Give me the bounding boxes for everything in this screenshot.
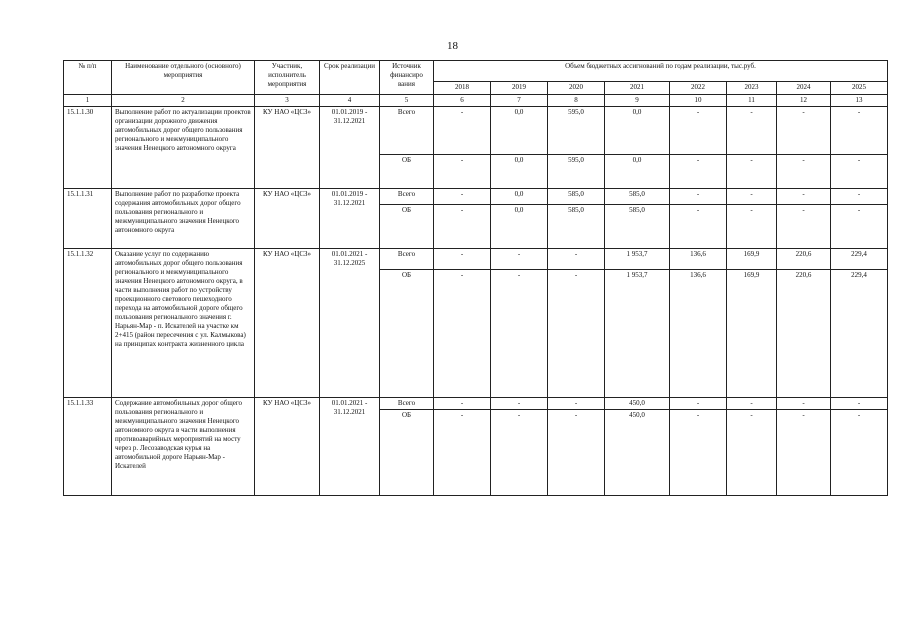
activity-participant: КУ НАО «ЦСЗ» [255,189,320,249]
budget-value: 0,0 [605,155,670,189]
budget-value: 595,0 [548,107,605,155]
activity-name: Выполнение работ по актуализации проектов организации дорожного движения автомобильных дорог общего пользования регионального и межмуниципального значения Ненецкого автономного округа [112,107,255,189]
budget-value: - [434,410,491,496]
header-year: 2022 [670,82,727,95]
header-year: 2023 [727,82,777,95]
activity-number: 15.1.1.31 [64,189,112,249]
funding-source: ОБ [380,155,434,189]
budget-value: - [491,249,548,270]
header-num: № п/п [64,61,112,95]
column-number-row [64,95,888,107]
budget-value: - [727,398,777,410]
activity-period: 01.01.2019 - 31.12.2021 [320,107,380,189]
budget-value: - [434,398,491,410]
table-row [64,398,888,410]
budget-value: - [434,155,491,189]
budget-value: - [434,249,491,270]
activity-participant: КУ НАО «ЦСЗ» [255,398,320,496]
budget-value: 585,0 [605,189,670,205]
column-number: 9 [605,95,670,107]
budget-value: - [670,155,727,189]
budget-value: 169,9 [727,270,777,398]
activity-period: 01.01.2019 - 31.12.2021 [320,189,380,249]
header-volume: Объем бюджетных ассигнований по годам реализации, тыс.руб. [434,61,888,82]
budget-value: - [777,398,831,410]
budget-value: - [548,270,605,398]
activity-number: 15.1.1.33 [64,398,112,496]
budget-value: 0,0 [491,189,548,205]
budget-value: 0,0 [491,205,548,249]
column-number: 6 [434,95,491,107]
column-number: 2 [112,95,255,107]
budget-value: - [434,270,491,398]
budget-value: - [491,398,548,410]
budget-value: - [727,155,777,189]
activity-period: 01.01.2021 - 31.12.2021 [320,398,380,496]
budget-value: 450,0 [605,410,670,496]
budget-value: - [670,189,727,205]
budget-value: 220,6 [777,249,831,270]
budget-value: - [831,410,888,496]
budget-value: - [670,205,727,249]
budget-value: - [777,107,831,155]
budget-value: - [670,410,727,496]
activity-number: 15.1.1.32 [64,249,112,398]
budget-value: 220,6 [777,270,831,398]
column-number: 1 [64,95,112,107]
budget-value: - [831,189,888,205]
funding-source: Всего [380,107,434,155]
budget-value: - [434,205,491,249]
activity-participant: КУ НАО «ЦСЗ» [255,249,320,398]
funding-source: Всего [380,189,434,205]
budget-value: 136,6 [670,270,727,398]
table-body [64,107,888,496]
budget-value: - [777,410,831,496]
column-number: 13 [831,95,888,107]
budget-value: 595,0 [548,155,605,189]
table-row [64,107,888,155]
activity-name: Выполнение работ по разработке проекта содержания автомобильных дорог общего пользования регионального и межмуниципального значения Ненецкого автономного округа [112,189,255,249]
header-name: Наименование отдельного (основного) мероприятия [112,61,255,95]
header-year: 2018 [434,82,491,95]
column-number: 10 [670,95,727,107]
budget-value: - [548,410,605,496]
funding-source: ОБ [380,270,434,398]
funding-source: Всего [380,398,434,410]
header-year: 2024 [777,82,831,95]
header-period: Срок реализации [320,61,380,95]
activity-number: 15.1.1.30 [64,107,112,189]
column-number: 5 [380,95,434,107]
budget-value: - [831,155,888,189]
column-number: 8 [548,95,605,107]
budget-value: 585,0 [605,205,670,249]
page-number: 18 [447,40,458,52]
activity-participant: КУ НАО «ЦСЗ» [255,107,320,189]
budget-value: - [491,270,548,398]
activity-name: Оказание услуг по содержанию автомобильных дорог общего пользования регионального и межмуниципального значения Ненецкого автономного округа, в части выполнения работ по устройству проекционного светового пешеходного перехода на автомобильной дороге общего пользования регионального значения г. Нарьян-Мар - п. Искателей на участке км 2+415 (район пересечения с ул. Калмыкова) на принципах контракта жизненного цикла [112,249,255,398]
budget-value: - [727,410,777,496]
budget-value: 229,4 [831,270,888,398]
table-row [64,189,888,205]
budget-value: - [727,205,777,249]
budget-value: 585,0 [548,189,605,205]
budget-value: 0,0 [491,155,548,189]
activity-name: Содержание автомобильных дорог общего пользования регионального и межмуниципального значения Ненецкого автономного округа в части выполнения противоаварийных мероприятий на мосту через р. Лесозаводская курья на автомобильной дороге Нарьян-Мар - Искателей [112,398,255,496]
table-header [64,61,888,107]
column-number: 11 [727,95,777,107]
budget-value: - [727,189,777,205]
budget-value: 136,6 [670,249,727,270]
budget-value: 1 953,7 [605,249,670,270]
header-source: Источник финансиро вания [380,61,434,95]
budget-value: - [491,410,548,496]
budget-value: - [831,107,888,155]
budget-value: - [777,205,831,249]
activity-period: 01.01.2021 - 31.12.2025 [320,249,380,398]
budget-value: 450,0 [605,398,670,410]
header-year: 2021 [605,82,670,95]
budget-value: - [670,107,727,155]
funding-source: ОБ [380,410,434,496]
budget-value: 0,0 [605,107,670,155]
column-number: 3 [255,95,320,107]
header-year: 2019 [491,82,548,95]
budget-value: - [727,107,777,155]
budget-value: 585,0 [548,205,605,249]
budget-value: - [434,107,491,155]
budget-value: - [548,249,605,270]
table-row [64,249,888,270]
budget-value: - [777,155,831,189]
budget-value: - [831,398,888,410]
column-number: 4 [320,95,380,107]
budget-value: - [831,205,888,249]
budget-value: 0,0 [491,107,548,155]
budget-value: - [548,398,605,410]
budget-value: - [670,398,727,410]
header-year: 2020 [548,82,605,95]
budget-table [63,60,888,496]
column-number: 7 [491,95,548,107]
budget-value: - [434,189,491,205]
budget-value: - [777,189,831,205]
budget-value: 1 953,7 [605,270,670,398]
funding-source: ОБ [380,205,434,249]
header-year: 2025 [831,82,888,95]
header-participant: Участник, исполнитель мероприятия [255,61,320,95]
funding-source: Всего [380,249,434,270]
budget-value: 229,4 [831,249,888,270]
budget-value: 169,9 [727,249,777,270]
column-number: 12 [777,95,831,107]
